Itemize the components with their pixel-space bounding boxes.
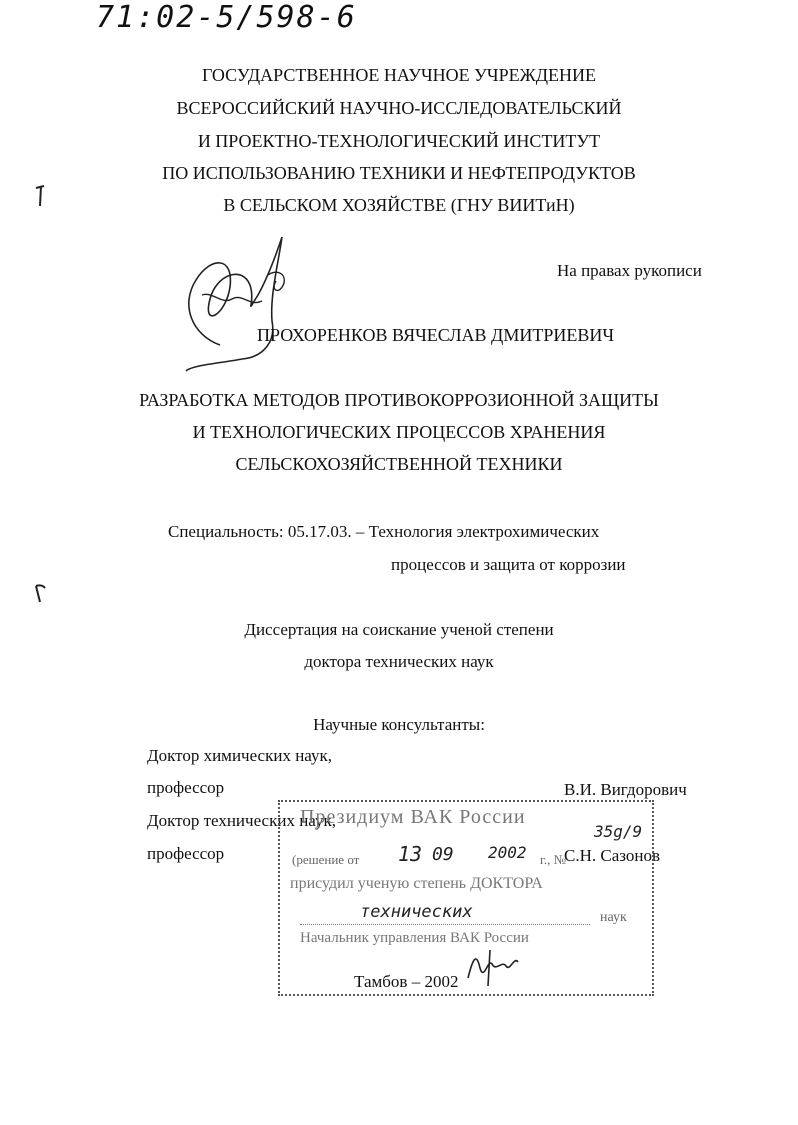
archive-number: 71:02-5/598-6 — [96, 0, 357, 35]
consultant-1-name: В.И. Вигдорович — [564, 780, 687, 799]
stamp-line-5: Начальник управления ВАК России — [300, 930, 529, 946]
institution-line-5: В СЕЛЬСКОМ ХОЗЯЙСТВЕ (ГНУ ВИИТиН) — [223, 195, 575, 215]
stamp-line-1: Президиум ВАК России — [300, 806, 526, 828]
stamp-field: технических — [360, 902, 473, 922]
stamp-day: 13 — [398, 842, 423, 866]
stamp-field-suffix: наук — [600, 910, 627, 925]
consultant-1-degree: Доктор химических наук, — [147, 746, 332, 765]
stamp-suffix: г., № — [540, 852, 567, 867]
institution-line-3: И ПРОЕКТНО-ТЕХНОЛОГИЧЕСКИЙ ИНСТИТУТ — [197, 131, 601, 151]
institution-line-2: ВСЕРОССИЙСКИЙ НАУЧНО-ИССЛЕДОВАТЕЛЬСКИЙ — [176, 98, 622, 118]
stamp-field-underline — [300, 924, 590, 925]
dissertation-line-1: Диссертация на соискание ученой степени — [244, 620, 554, 639]
city-year: Тамбов – 2002 — [354, 972, 459, 991]
stamp-decision-prefix: (решение от — [292, 852, 360, 867]
margin-mark-1 — [34, 182, 48, 210]
stamp-signature — [462, 938, 522, 988]
consultant-1-title: профессор — [147, 778, 225, 797]
author-signature — [172, 225, 302, 375]
institution-line-4: ПО ИСПОЛЬЗОВАНИЮ ТЕХНИКИ И НЕФТЕПРОДУКТОВ — [162, 163, 636, 183]
consultant-2-name: С.Н. Сазонов — [564, 846, 660, 865]
title-line-1: РАЗРАБОТКА МЕТОДОВ ПРОТИВОКОРРОЗИОННОЙ ЗАЩИТЫ — [139, 390, 659, 410]
manuscript-rights: На правах рукописи — [557, 261, 702, 280]
stamp-line-3: присудил ученую степень ДОКТОРА — [290, 875, 543, 892]
stamp-year: 2002 — [488, 843, 527, 862]
dissertation-line-2: доктора технических наук — [304, 652, 494, 671]
author-name: ПРОХОРЕНКОВ ВЯЧЕСЛАВ ДМИТРИЕВИЧ — [257, 325, 615, 345]
title-line-2: И ТЕХНОЛОГИЧЕСКИХ ПРОЦЕССОВ ХРАНЕНИЯ — [192, 422, 606, 442]
consultant-2-title: профессор — [147, 844, 225, 863]
consultants-heading: Научные консультанты: — [313, 715, 485, 734]
stamp-number: 35g/9 — [594, 822, 643, 841]
institution-line-1: ГОСУДАРСТВЕННОЕ НАУЧНОЕ УЧРЕЖДЕНИЕ — [201, 65, 597, 85]
title-line-3: СЕЛЬСКОХОЗЯЙСТВЕННОЙ ТЕХНИКИ — [235, 454, 563, 474]
margin-mark-2 — [32, 582, 48, 606]
specialty-line-1: Специальность: 05.17.03. – Технология электрохимических — [168, 522, 600, 541]
specialty-line-2: процессов и защита от коррозии — [391, 555, 626, 574]
stamp-month: 09 — [432, 844, 454, 865]
consultant-2-degree: Доктор технических наук, — [147, 811, 336, 830]
